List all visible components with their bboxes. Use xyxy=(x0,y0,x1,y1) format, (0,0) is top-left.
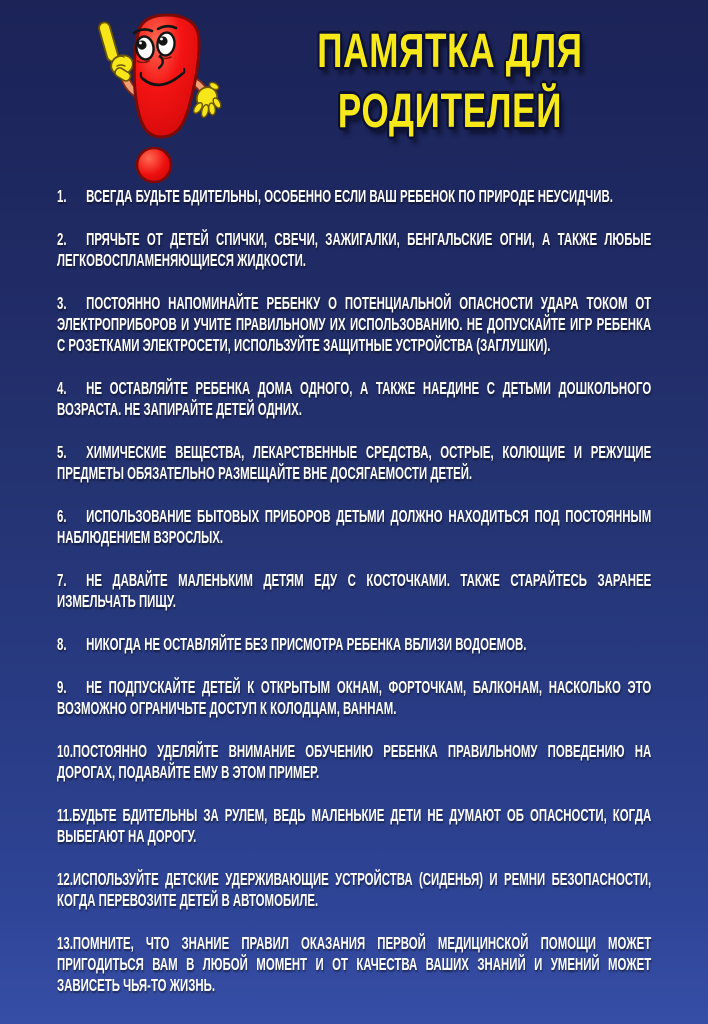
item-number: 2. xyxy=(57,229,67,249)
page-title-line1: ПАМЯТКА ДЛЯ xyxy=(317,25,583,78)
exclamation-mark-mascot-icon xyxy=(88,6,238,184)
item-number: 9. xyxy=(57,677,67,697)
item-number: 1. xyxy=(57,186,67,206)
item-text: НИКОГДА НЕ ОСТАВЛЯЙТЕ БЕЗ ПРИСМОТРА РЕБЕНКА ВБЛИЗИ ВОДОЕМОВ. xyxy=(86,634,527,654)
list-item xyxy=(57,186,651,207)
list-item xyxy=(57,869,651,911)
item-text: НЕ ДАВАЙТЕ МАЛЕНЬКИМ ДЕТЯМ ЕДУ С КОСТОЧКАМИ. ТАКЖЕ СТАРАЙТЕСЬ ЗАРАНЕЕ ИЗМЕЛЬЧАТЬ ПИЩУ. xyxy=(57,570,652,611)
item-text: ПОСТОЯННО НАПОМИНАЙТЕ РЕБЕНКУ О ПОТЕНЦИАЛЬНОЙ ОПАСНОСТИ УДАРА ТОКОМ ОТ ЭЛЕКТРОПРИБОРОВ И УЧИТЕ ПРАВИЛЬНОМУ ИХ ИСПОЛЬЗОВАНИЮ. НЕ ДОПУСКАЙТЕ ИГР РЕБЕНКА С РОЗЕТКАМИ ЭЛЕКТРОСЕТИ, ИСПОЛЬЗУЙТЕ ЗАЩИТНЫЕ УСТРОЙСТВА (ЗАГЛУШКИ). xyxy=(57,293,652,355)
item-text: ПОМНИТЕ, ЧТО ЗНАНИЕ ПРАВИЛ ОКАЗАНИЯ ПЕРВОЙ МЕДИЦИНСКОЙ ПОМОЩИ МОЖЕТ ПРИГОДИТЬСЯ ВАМ В ЛЮБОЙ МОМЕНТ И ОТ КАЧЕСТВА ВАШИХ ЗНАНИЙ И УМЕНИЙ МОЖЕТ ЗАВИСЕТЬ ЧЬЯ-ТО ЖИЗНЬ. xyxy=(57,933,652,995)
list-item xyxy=(57,293,651,356)
list-item xyxy=(57,378,651,420)
list-item xyxy=(57,506,651,548)
item-text: НЕ ПОДПУСКАЙТЕ ДЕТЕЙ К ОТКРЫТЫМ ОКНАМ, ФОРТОЧКАМ, БАЛКОНАМ, НАСКОЛЬКО ЭТО ВОЗМОЖНО ОГРАНИЧЬТЕ ДОСТУП К КОЛОДЦАМ, ВАННАМ. xyxy=(57,677,652,718)
item-text: ВСЕГДА БУДЬТЕ БДИТЕЛЬНЫ, ОСОБЕННО ЕСЛИ ВАШ РЕБЕНОК ПО ПРИРОДЕ НЕУСИДЧИВ. xyxy=(86,186,613,206)
item-number: 10. xyxy=(57,741,73,761)
list-item xyxy=(57,229,651,271)
list-item xyxy=(57,634,651,655)
item-number: 11. xyxy=(57,805,73,825)
item-number: 8. xyxy=(57,634,67,654)
item-number: 4. xyxy=(57,378,67,398)
list-item xyxy=(57,442,651,484)
item-text: БУДЬТЕ БДИТЕЛЬНЫ ЗА РУЛЕМ, ВЕДЬ МАЛЕНЬКИЕ ДЕТИ НЕ ДУМАЮТ ОБ ОПАСНОСТИ, КОГДА ВЫБЕГАЮТ НА ДОРОГУ. xyxy=(57,805,652,846)
mascot-dot xyxy=(137,148,171,182)
page-title-line2: РОДИТЕЛЕЙ xyxy=(337,85,563,138)
item-number: 12. xyxy=(57,869,73,889)
list-item xyxy=(57,805,651,847)
item-number: 7. xyxy=(57,570,67,590)
item-text: ИСПОЛЬЗУЙТЕ ДЕТСКИЕ УДЕРЖИВАЮЩИЕ УСТРОЙСТВА (СИДЕНЬЯ) И РЕМНИ БЕЗОПАСНОСТИ, КОГДА ПЕРЕВОЗИТЕ ДЕТЕЙ В АВТОМОБИЛЕ. xyxy=(57,869,652,910)
item-text: ХИМИЧЕСКИЕ ВЕЩЕСТВА, ЛЕКАРСТВЕННЫЕ СРЕДСТВА, ОСТРЫЕ, КОЛЮЩИЕ И РЕЖУЩИЕ ПРЕДМЕТЫ ОБЯЗАТЕЛЬНО РАЗМЕЩАЙТЕ ВНЕ ДОСЯГАЕМОСТИ ДЕТЕЙ. xyxy=(57,442,652,483)
item-text: ПОСТОЯННО УДЕЛЯЙТЕ ВНИМАНИЕ ОБУЧЕНИЮ РЕБЕНКА ПРАВИЛЬНОМУ ПОВЕДЕНИЮ НА ДОРОГАХ, ПОДАВАЙТЕ ЕМУ В ЭТОМ ПРИМЕР. xyxy=(57,741,652,782)
list-item xyxy=(57,741,651,783)
list-item xyxy=(57,933,651,996)
page-title xyxy=(304,22,596,142)
list-item xyxy=(57,570,651,612)
item-text: ПРЯЧЬТЕ ОТ ДЕТЕЙ СПИЧКИ, СВЕЧИ, ЗАЖИГАЛКИ, БЕНГАЛЬСКИЕ ОГНИ, А ТАКЖЕ ЛЮБЫЕ ЛЕГКОВОСПЛАМЕНЯЮЩИЕСЯ ЖИДКОСТИ. xyxy=(57,229,652,270)
item-text: ИСПОЛЬЗОВАНИЕ БЫТОВЫХ ПРИБОРОВ ДЕТЬМИ ДОЛЖНО НАХОДИТЬСЯ ПОД ПОСТОЯННЫМ НАБЛЮДЕНИЕМ ВЗРОСЛЫХ. xyxy=(57,506,652,547)
item-number: 5. xyxy=(57,442,67,462)
safety-tips-list xyxy=(57,186,651,996)
mascot-left-hand xyxy=(98,21,138,94)
item-number: 3. xyxy=(57,293,67,313)
item-number: 13. xyxy=(57,933,73,953)
list-item xyxy=(57,677,651,719)
item-number: 6. xyxy=(57,506,67,526)
item-text: НЕ ОСТАВЛЯЙТЕ РЕБЕНКА ДОМА ОДНОГО, А ТАКЖЕ НАЕДИНЕ С ДЕТЬМИ ДОШКОЛЬНОГО ВОЗРАСТА. НЕ ЗАПИРАЙТЕ ДЕТЕЙ ОДНИХ. xyxy=(57,378,652,419)
